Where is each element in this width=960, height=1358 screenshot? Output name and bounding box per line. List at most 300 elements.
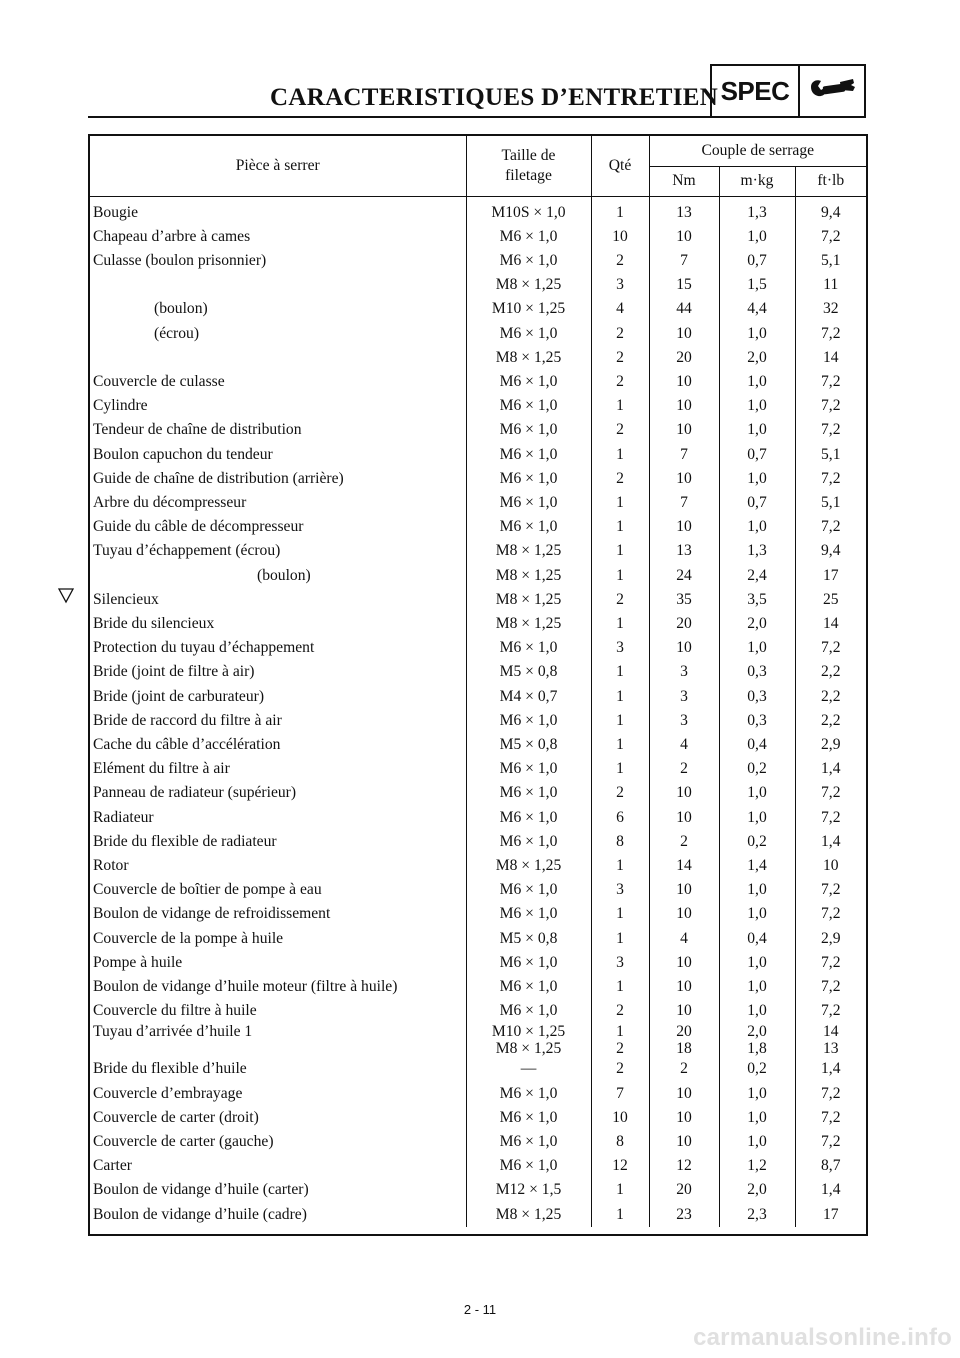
cell-thread: M8 × 1,25 — [466, 539, 591, 563]
cell-mkg: 1,0 — [719, 467, 795, 491]
cell-part: Couvercle du filtre à huile — [93, 1002, 257, 1020]
cell-nm: 44 — [649, 297, 719, 321]
cell-qty: 3 — [591, 951, 649, 975]
cell-nm: 10 — [649, 902, 719, 926]
table-row — [90, 467, 866, 491]
cell-nm: 13 — [649, 539, 719, 563]
cell-mkg: 0,4 — [719, 927, 795, 951]
cell-thread: M6 × 1,0 — [466, 975, 591, 999]
cell-nm: 18 — [649, 1040, 719, 1057]
cell-nm: 15 — [649, 273, 719, 297]
cell-nm: 10 — [649, 806, 719, 830]
cell-ftlb: 25 — [795, 588, 866, 612]
table-row — [90, 588, 866, 612]
cell-nm: 2 — [649, 830, 719, 854]
cell-nm: 24 — [649, 564, 719, 588]
table-row — [90, 491, 866, 515]
cell-ftlb: 1,4 — [795, 830, 866, 854]
table-row — [90, 1130, 866, 1154]
cell-part: Boulon capuchon du tendeur — [93, 445, 273, 463]
cell-qty: 1 — [591, 660, 649, 684]
header-thread-line1: Taille de — [501, 146, 556, 164]
cell-qty: 1 — [591, 733, 649, 757]
table-row — [90, 1040, 866, 1057]
cell-part: Couvercle de carter (gauche) — [93, 1133, 274, 1151]
cell-thread: M8 × 1,25 — [466, 854, 591, 878]
cell-ftlb: 14 — [795, 346, 866, 370]
cell-qty: 2 — [591, 781, 649, 805]
cell-mkg: 1,0 — [719, 1082, 795, 1106]
cell-thread: M6 × 1,0 — [466, 1082, 591, 1106]
page-title: CARACTERISTIQUES D’ENTRETIEN — [270, 84, 719, 111]
cell-qty: 4 — [591, 297, 649, 321]
cell-qty: 1 — [591, 1203, 649, 1227]
cell-qty: 1 — [591, 685, 649, 709]
cell-ftlb: 7,2 — [795, 636, 866, 660]
cell-mkg: 2,0 — [719, 346, 795, 370]
cell-nm: 20 — [649, 612, 719, 636]
cell-nm: 10 — [649, 370, 719, 394]
table-row — [90, 225, 866, 249]
table-row — [90, 1154, 866, 1178]
cell-part: Arbre du décompresseur — [93, 493, 247, 511]
cell-mkg: 0,7 — [719, 491, 795, 515]
cell-mkg: 1,2 — [719, 1154, 795, 1178]
cell-mkg: 1,0 — [719, 394, 795, 418]
cell-thread: M8 × 1,25 — [466, 1040, 591, 1057]
cell-thread: M6 × 1,0 — [466, 781, 591, 805]
cell-qty: 1 — [591, 491, 649, 515]
cell-qty: 2 — [591, 322, 649, 346]
cell-ftlb: 2,2 — [795, 685, 866, 709]
cell-qty: 2 — [591, 249, 649, 273]
cell-thread: M6 × 1,0 — [466, 878, 591, 902]
cell-nm: 10 — [649, 394, 719, 418]
header-ftlb: ft·lb — [795, 166, 866, 196]
cell-thread: M6 × 1,0 — [466, 515, 591, 539]
cell-nm: 3 — [649, 685, 719, 709]
cell-thread: — — [466, 1057, 591, 1081]
cell-mkg: 0,4 — [719, 733, 795, 757]
cell-ftlb: 5,1 — [795, 443, 866, 467]
cell-ftlb: 17 — [795, 1203, 866, 1227]
cell-ftlb: 2,2 — [795, 660, 866, 684]
cell-part: Couvercle d’embrayage — [93, 1084, 243, 1102]
cell-nm: 10 — [649, 515, 719, 539]
cell-qty: 2 — [591, 1057, 649, 1081]
header-nm: Nm — [649, 166, 719, 196]
cell-qty: 2 — [591, 588, 649, 612]
cell-qty: 8 — [591, 1130, 649, 1154]
header-torque: Couple de serrage — [649, 136, 866, 166]
cell-part: Panneau de radiateur (supérieur) — [93, 784, 297, 802]
header-thread — [466, 136, 591, 196]
cell-mkg: 0,3 — [719, 709, 795, 733]
cell-thread: M6 × 1,0 — [466, 249, 591, 273]
cell-mkg: 0,3 — [719, 685, 795, 709]
cell-part: Couvercle de culasse — [93, 372, 225, 390]
table-row — [90, 975, 866, 999]
cell-mkg: 2,0 — [719, 1023, 795, 1040]
torque-table — [88, 134, 868, 1236]
cell-nm: 10 — [649, 467, 719, 491]
cell-part: Boulon de vidange d’huile (cadre) — [93, 1205, 307, 1223]
cell-part: Couvercle de boîtier de pompe à eau — [93, 881, 322, 899]
cell-nm: 4 — [649, 927, 719, 951]
table-row — [90, 196, 866, 225]
cell-nm: 20 — [649, 1023, 719, 1040]
cell-thread: M6 × 1,0 — [466, 999, 591, 1023]
cell-mkg: 1,0 — [719, 902, 795, 926]
cell-ftlb: 2,9 — [795, 927, 866, 951]
cell-mkg: 1,0 — [719, 370, 795, 394]
cell-part: Elément du filtre à air — [93, 760, 230, 778]
table-row — [90, 1203, 866, 1227]
cell-mkg: 2,4 — [719, 564, 795, 588]
header-thread-line2: filetage — [505, 166, 552, 184]
cell-qty: 2 — [591, 999, 649, 1023]
page-number: 2 - 11 — [463, 1302, 497, 1317]
table-row — [90, 249, 866, 273]
cell-part: Bride (joint de filtre à air) — [93, 663, 255, 681]
cell-qty: 1 — [591, 975, 649, 999]
table-row — [90, 297, 866, 321]
cell-nm: 3 — [649, 709, 719, 733]
cell-mkg: 1,0 — [719, 225, 795, 249]
cell-part: Boulon de vidange de refroidissement — [93, 905, 331, 923]
table-row — [90, 806, 866, 830]
table-row — [90, 539, 866, 563]
cell-ftlb: 7,2 — [795, 902, 866, 926]
cell-mkg: 0,2 — [719, 830, 795, 854]
cell-thread: M6 × 1,0 — [466, 1154, 591, 1178]
cell-nm: 2 — [649, 1057, 719, 1081]
cell-ftlb: 7,2 — [795, 806, 866, 830]
cell-ftlb: 9,4 — [795, 196, 866, 225]
cell-thread: M10 × 1,25 — [466, 297, 591, 321]
cell-part: Pompe à huile — [93, 953, 183, 971]
cell-ftlb: 1,4 — [795, 1178, 866, 1202]
cell-ftlb: 1,4 — [795, 757, 866, 781]
cell-thread: M6 × 1,0 — [466, 443, 591, 467]
cell-thread: M5 × 0,8 — [466, 660, 591, 684]
table-row — [90, 273, 866, 297]
cell-thread: M6 × 1,0 — [466, 902, 591, 926]
table-row — [90, 418, 866, 442]
cell-thread: M6 × 1,0 — [466, 467, 591, 491]
cell-nm: 35 — [649, 588, 719, 612]
cell-mkg: 1,0 — [719, 515, 795, 539]
cell-part — [90, 1040, 466, 1057]
cell-nm: 10 — [649, 1082, 719, 1106]
table-row — [90, 781, 866, 805]
cell-ftlb: 2,2 — [795, 709, 866, 733]
cell-qty: 1 — [591, 757, 649, 781]
cell-nm: 10 — [649, 1130, 719, 1154]
header-qty: Qté — [591, 136, 649, 196]
cell-mkg: 0,7 — [719, 443, 795, 467]
cell-mkg: 1,3 — [719, 196, 795, 225]
cell-mkg: 0,2 — [719, 757, 795, 781]
cell-qty: 10 — [591, 225, 649, 249]
title-underline — [88, 116, 710, 118]
cell-thread: M8 × 1,25 — [466, 588, 591, 612]
cell-nm: 10 — [649, 951, 719, 975]
cell-part: Rotor — [93, 856, 129, 874]
cell-qty: 1 — [591, 1178, 649, 1202]
cell-thread: M6 × 1,0 — [466, 370, 591, 394]
cell-nm: 20 — [649, 346, 719, 370]
cell-thread: M8 × 1,25 — [466, 612, 591, 636]
table-row — [90, 1178, 866, 1202]
table-row — [90, 733, 866, 757]
cell-ftlb: 7,2 — [795, 1130, 866, 1154]
cell-nm: 3 — [649, 660, 719, 684]
cell-part: Bougie — [93, 203, 139, 221]
cell-thread: M6 × 1,0 — [466, 806, 591, 830]
cell-ftlb: 5,1 — [795, 249, 866, 273]
cell-ftlb: 11 — [795, 273, 866, 297]
cell-qty: 10 — [591, 1106, 649, 1130]
cell-part: Radiateur — [93, 808, 154, 826]
cell-part: Boulon de vidange d’huile (carter) — [93, 1181, 309, 1199]
cell-mkg: 1,0 — [719, 999, 795, 1023]
cell-qty: 1 — [591, 902, 649, 926]
cell-mkg: 1,0 — [719, 781, 795, 805]
cell-thread: M5 × 0,8 — [466, 733, 591, 757]
cell-nm: 4 — [649, 733, 719, 757]
cell-ftlb: 7,2 — [795, 999, 866, 1023]
cell-ftlb: 7,2 — [795, 878, 866, 902]
cell-thread: M4 × 0,7 — [466, 685, 591, 709]
table-row — [90, 443, 866, 467]
cell-nm: 10 — [649, 878, 719, 902]
cell-nm: 7 — [649, 443, 719, 467]
cell-thread: M6 × 1,0 — [466, 757, 591, 781]
cell-ftlb: 7,2 — [795, 370, 866, 394]
table-row — [90, 394, 866, 418]
cell-qty: 7 — [591, 1082, 649, 1106]
table-row — [90, 878, 866, 902]
table-row — [90, 660, 866, 684]
cell-mkg: 4,4 — [719, 297, 795, 321]
table-row — [90, 757, 866, 781]
cell-thread: M6 × 1,0 — [466, 830, 591, 854]
cell-part: Boulon de vidange d’huile moteur (filtre à huile) — [93, 978, 398, 995]
cell-qty: 1 — [591, 443, 649, 467]
cell-thread: M6 × 1,0 — [466, 394, 591, 418]
cell-part: (boulon) — [257, 566, 311, 584]
cell-ftlb: 14 — [795, 612, 866, 636]
table-row — [90, 564, 866, 588]
table-row — [90, 612, 866, 636]
cell-qty: 2 — [591, 370, 649, 394]
cell-ftlb: 7,2 — [795, 394, 866, 418]
spec-badge — [710, 64, 866, 118]
table-body — [90, 196, 866, 1227]
table-row — [90, 951, 866, 975]
cell-qty: 1 — [591, 539, 649, 563]
cell-part: Protection du tuyau d’échappement — [93, 639, 315, 657]
cell-nm: 10 — [649, 322, 719, 346]
cell-nm: 12 — [649, 1154, 719, 1178]
cell-ftlb: 7,2 — [795, 418, 866, 442]
table-row — [90, 854, 866, 878]
cell-part: Guide de chaîne de distribution (arrière) — [93, 469, 344, 487]
cell-nm: 2 — [649, 757, 719, 781]
cell-part: Carter — [93, 1157, 132, 1175]
cell-ftlb: 13 — [795, 1040, 866, 1057]
cell-mkg: 1,8 — [719, 1040, 795, 1057]
cell-part: (écrou) — [154, 324, 200, 342]
table-row — [90, 709, 866, 733]
cell-thread: M5 × 0,8 — [466, 927, 591, 951]
cell-part: Bride de raccord du filtre à air — [93, 711, 282, 729]
cell-part — [90, 346, 466, 370]
cell-qty: 3 — [591, 273, 649, 297]
cell-thread: M6 × 1,0 — [466, 709, 591, 733]
wrench-icon — [800, 66, 864, 116]
table-row — [90, 1057, 866, 1081]
cell-part: Couvercle de carter (droit) — [93, 1108, 259, 1126]
cell-qty: 3 — [591, 636, 649, 660]
cell-nm: 10 — [649, 975, 719, 999]
cell-ftlb: 17 — [795, 564, 866, 588]
table-row — [90, 902, 866, 926]
cell-nm: 10 — [649, 418, 719, 442]
cell-mkg: 1,0 — [719, 636, 795, 660]
cell-thread: M8 × 1,25 — [466, 273, 591, 297]
cell-ftlb: 7,2 — [795, 1082, 866, 1106]
cell-thread: M6 × 1,0 — [466, 636, 591, 660]
cell-thread: M6 × 1,0 — [466, 1130, 591, 1154]
cell-mkg: 1,0 — [719, 878, 795, 902]
cell-qty: 2 — [591, 1040, 649, 1057]
cell-nm: 20 — [649, 1178, 719, 1202]
cell-nm: 13 — [649, 196, 719, 225]
cell-mkg: 1,0 — [719, 1130, 795, 1154]
cell-qty: 1 — [591, 854, 649, 878]
table-row — [90, 1082, 866, 1106]
table-row — [90, 685, 866, 709]
cell-ftlb: 7,2 — [795, 225, 866, 249]
cell-mkg: 1,0 — [719, 322, 795, 346]
cell-ftlb: 7,2 — [795, 322, 866, 346]
cell-qty: 3 — [591, 878, 649, 902]
cell-qty: 2 — [591, 467, 649, 491]
cell-part: Bride du silencieux — [93, 614, 215, 632]
cell-part: Tuyau d’échappement (écrou) — [93, 542, 281, 560]
cell-mkg: 1,3 — [719, 539, 795, 563]
cell-ftlb: 7,2 — [795, 781, 866, 805]
cell-thread: M8 × 1,25 — [466, 346, 591, 370]
cell-thread: M6 × 1,0 — [466, 951, 591, 975]
cell-nm: 10 — [649, 1106, 719, 1130]
table-row — [90, 1106, 866, 1130]
cell-part: Guide du câble de décompresseur — [93, 518, 304, 536]
cell-qty: 2 — [591, 346, 649, 370]
header-mkg: m·kg — [719, 166, 795, 196]
warning-triangle-icon — [57, 586, 75, 604]
cell-nm: 10 — [649, 999, 719, 1023]
table-row — [90, 927, 866, 951]
cell-mkg: 1,0 — [719, 975, 795, 999]
cell-qty: 12 — [591, 1154, 649, 1178]
cell-qty: 6 — [591, 806, 649, 830]
table-row — [90, 515, 866, 539]
cell-mkg: 1,0 — [719, 806, 795, 830]
cell-part: Tuyau d’arrivée d’huile 1 — [93, 1023, 253, 1041]
cell-mkg: 1,4 — [719, 854, 795, 878]
cell-thread: M6 × 1,0 — [466, 418, 591, 442]
table-row — [90, 346, 866, 370]
cell-part: Bride (joint de carburateur) — [93, 687, 265, 705]
cell-qty: 1 — [591, 515, 649, 539]
cell-thread: M12 × 1,5 — [466, 1178, 591, 1202]
cell-ftlb: 1,4 — [795, 1057, 866, 1081]
table-row — [90, 636, 866, 660]
cell-part: Bride du flexible d’huile — [93, 1060, 247, 1078]
cell-mkg: 1,0 — [719, 418, 795, 442]
cell-ftlb: 7,2 — [795, 951, 866, 975]
cell-part: Silencieux — [93, 590, 159, 608]
cell-nm: 14 — [649, 854, 719, 878]
cell-ftlb: 8,7 — [795, 1154, 866, 1178]
cell-part: Cylindre — [93, 397, 148, 415]
cell-thread: M6 × 1,0 — [466, 322, 591, 346]
cell-ftlb: 7,2 — [795, 467, 866, 491]
spec-label: SPEC — [712, 66, 800, 116]
cell-ftlb: 2,9 — [795, 733, 866, 757]
cell-qty: 1 — [591, 709, 649, 733]
cell-nm: 10 — [649, 781, 719, 805]
cell-ftlb: 14 — [795, 1023, 866, 1040]
table-row — [90, 1023, 866, 1040]
cell-nm: 23 — [649, 1203, 719, 1227]
watermark: carmanualsonline.info — [693, 1324, 952, 1351]
cell-thread: M10S × 1,0 — [466, 196, 591, 225]
table-row — [90, 370, 866, 394]
cell-nm: 10 — [649, 225, 719, 249]
table-row — [90, 999, 866, 1023]
cell-mkg: 2,3 — [719, 1203, 795, 1227]
cell-ftlb: 7,2 — [795, 1106, 866, 1130]
cell-part: Tendeur de chaîne de distribution — [93, 421, 302, 439]
cell-thread: M6 × 1,0 — [466, 1106, 591, 1130]
cell-qty: 1 — [591, 196, 649, 225]
cell-ftlb: 32 — [795, 297, 866, 321]
cell-ftlb: 7,2 — [795, 975, 866, 999]
cell-part: Bride du flexible de radiateur — [93, 832, 277, 850]
cell-thread: M6 × 1,0 — [466, 225, 591, 249]
table-row — [90, 322, 866, 346]
cell-ftlb: 7,2 — [795, 515, 866, 539]
header-part: Pièce à serrer — [90, 136, 466, 196]
cell-mkg: 1,5 — [719, 273, 795, 297]
cell-thread: M6 × 1,0 — [466, 491, 591, 515]
cell-nm: 7 — [649, 249, 719, 273]
cell-part: Culasse (boulon prisonnier) — [93, 251, 267, 269]
cell-qty: 2 — [591, 418, 649, 442]
cell-part: (boulon) — [154, 300, 208, 318]
cell-ftlb: 5,1 — [795, 491, 866, 515]
cell-qty: 1 — [591, 612, 649, 636]
cell-mkg: 2,0 — [719, 1178, 795, 1202]
cell-qty: 1 — [591, 927, 649, 951]
cell-qty: 8 — [591, 830, 649, 854]
cell-mkg: 0,7 — [719, 249, 795, 273]
cell-thread: M8 × 1,25 — [466, 1203, 591, 1227]
